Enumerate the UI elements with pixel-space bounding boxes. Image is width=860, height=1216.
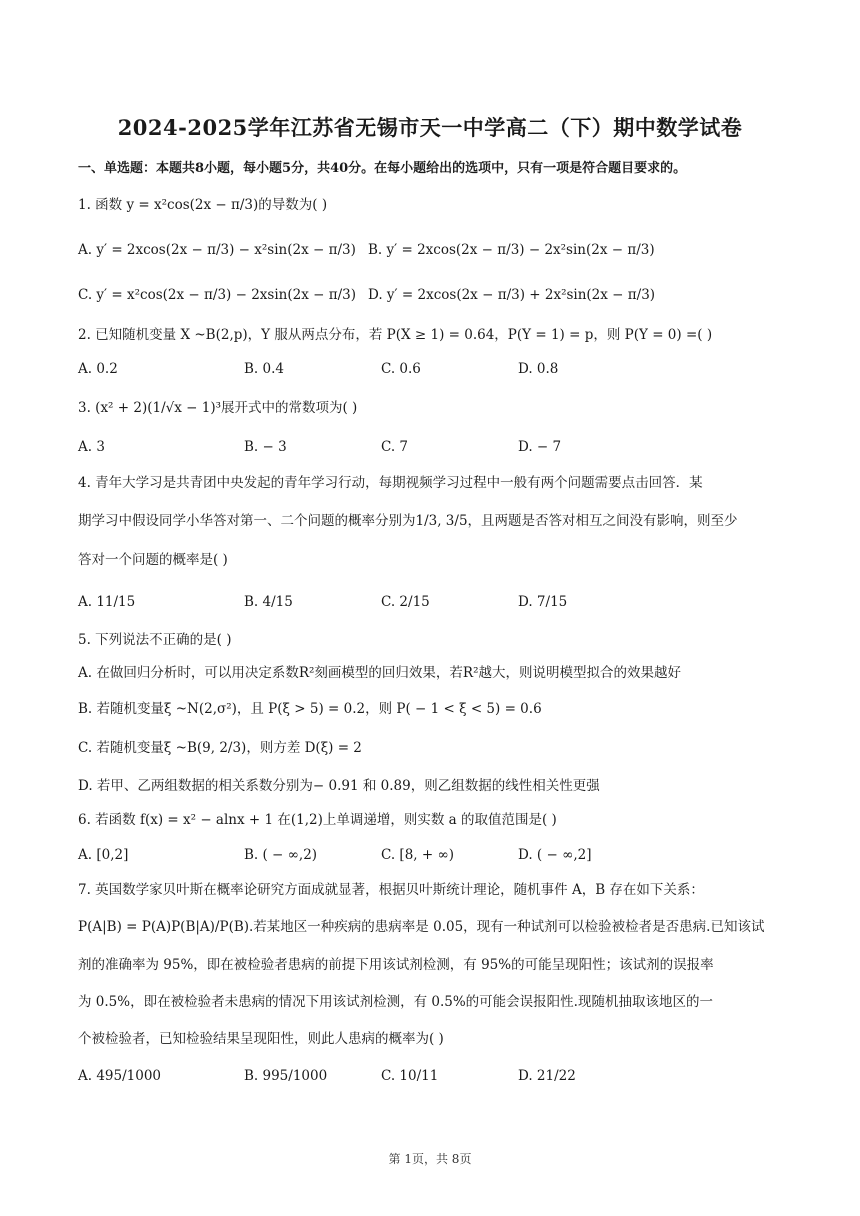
question-2-option-c: C. 0.6 [381, 361, 421, 377]
question-3-option-d: D. − 7 [518, 439, 562, 455]
question-7-stem-line-1: 7. 英国数学家贝叶斯在概率论研究方面成就显著，根据贝叶斯统计理论，随机事件 A，B 存在如下关系： [78, 882, 704, 898]
question-3-option-b: B. − 3 [244, 439, 287, 455]
question-1-option-d: D. y′ = 2xcos(2x − π/3) + 2x²sin(2x − π/3) [368, 287, 656, 303]
page-title: 2024-2025学年江苏省无锡市天一中学高二（下）期中数学试卷 [117, 115, 743, 140]
question-3-option-a: A. 3 [78, 439, 105, 455]
question-4-stem-line-3: 答对一个问题的概率是( ) [78, 552, 228, 568]
question-7-option-d: D. 21/22 [518, 1068, 576, 1084]
question-5-option-a: A. 在做回归分析时，可以用决定系数R²刻画模型的回归效果，若R²越大，则说明模型拟合的效果越好 [78, 665, 681, 681]
question-6-option-b: B. ( − ∞,2) [244, 847, 318, 863]
question-4-stem-line-1: 4. 青年大学习是共青团中央发起的青年学习行动，每期视频学习过程中一般有两个问题需要点击回答．某 [78, 475, 703, 491]
question-4-stem-line-2: 期学习中假设同学小华答对第一、二个问题的概率分别为1/3, 3/5，且两题是否答对相互之间没有影响，则至少 [78, 513, 738, 529]
question-1-option-b: B. y′ = 2xcos(2x − π/3) − 2x²sin(2x − π/3) [368, 242, 655, 258]
question-5-stem: 5. 下列说法不正确的是( ) [78, 632, 232, 648]
question-4-option-a: A. 11/15 [78, 594, 136, 610]
question-7-stem-line-3: 剂的准确率为 95%，即在被检验者患病的前提下用该试剂检测，有 95%的可能呈现阳性；该试剂的误报率 [78, 957, 714, 973]
question-2-stem: 2. 已知随机变量 X ~B(2,p)，Y 服从两点分布，若 P(X ≥ 1) = 0.64，P(Y = 1) = p，则 P(Y = 0) =( ) [78, 327, 713, 343]
question-6-stem: 6. 若函数 f(x) = x² − alnx + 1 在(1,2)上单调递增，则实数 a 的取值范围是( ) [78, 812, 557, 828]
question-1-stem: 1. 函数 y = x²cos(2x − π/3)的导数为( ) [78, 197, 328, 213]
question-4-option-d: D. 7/15 [518, 594, 568, 610]
page-number-footer: 第 1页，共 8页 [388, 1152, 472, 1166]
question-4-option-c: C. 2/15 [381, 594, 430, 610]
question-3-stem: 3. (x² + 2)(1/√x − 1)³展开式中的常数项为( ) [78, 400, 358, 416]
question-7-stem-line-5: 个被检验者，已知检验结果呈现阳性，则此人患病的概率为( ) [78, 1031, 444, 1047]
question-5-option-c: C. 若随机变量ξ ~B(9, 2/3)，则方差 D(ξ) = 2 [78, 740, 362, 756]
question-5-option-d: D. 若甲、乙两组数据的相关系数分别为− 0.91 和 0.89，则乙组数据的线性相关性更强 [78, 778, 600, 794]
question-7-stem-line-4: 为 0.5%，即在被检验者未患病的情况下用该试剂检测，有 0.5%的可能会误报阳性.现随机抽取该地区的一 [78, 994, 713, 1010]
question-3-option-c: C. 7 [381, 439, 409, 455]
question-6-option-d: D. ( − ∞,2] [518, 847, 592, 863]
question-1-option-a: A. y′ = 2xcos(2x − π/3) − x²sin(2x − π/3) [78, 242, 356, 258]
question-2-option-a: A. 0.2 [78, 361, 118, 377]
question-6-option-a: A. [0,2] [78, 847, 129, 863]
question-4-option-b: B. 4/15 [244, 594, 293, 610]
question-7-option-a: A. 495/1000 [78, 1068, 162, 1084]
question-2-option-d: D. 0.8 [518, 361, 559, 377]
section-heading: 一、单选题：本题共8小题，每小题5分，共40分。在每小题给出的选项中，只有一项是符合题目要求的。 [78, 161, 687, 176]
question-6-option-c: C. [8, + ∞) [381, 847, 454, 863]
question-7-option-b: B. 995/1000 [244, 1068, 328, 1084]
question-7-option-c: C. 10/11 [381, 1068, 439, 1084]
question-2-option-b: B. 0.4 [244, 361, 284, 377]
question-7-stem-line-2: P(A|B) = P(A)P(B|A)/P(B).若某地区一种疾病的患病率是 0.05，现有一种试剂可以检验被检者是否患病.已知该试 [78, 919, 765, 935]
question-1-option-c: C. y′ = x²cos(2x − π/3) − 2xsin(2x − π/3) [78, 287, 356, 303]
question-5-option-b: B. 若随机变量ξ ~N(2,σ²)，且 P(ξ > 5) = 0.2，则 P( − 1 < ξ < 5) = 0.6 [78, 701, 542, 717]
